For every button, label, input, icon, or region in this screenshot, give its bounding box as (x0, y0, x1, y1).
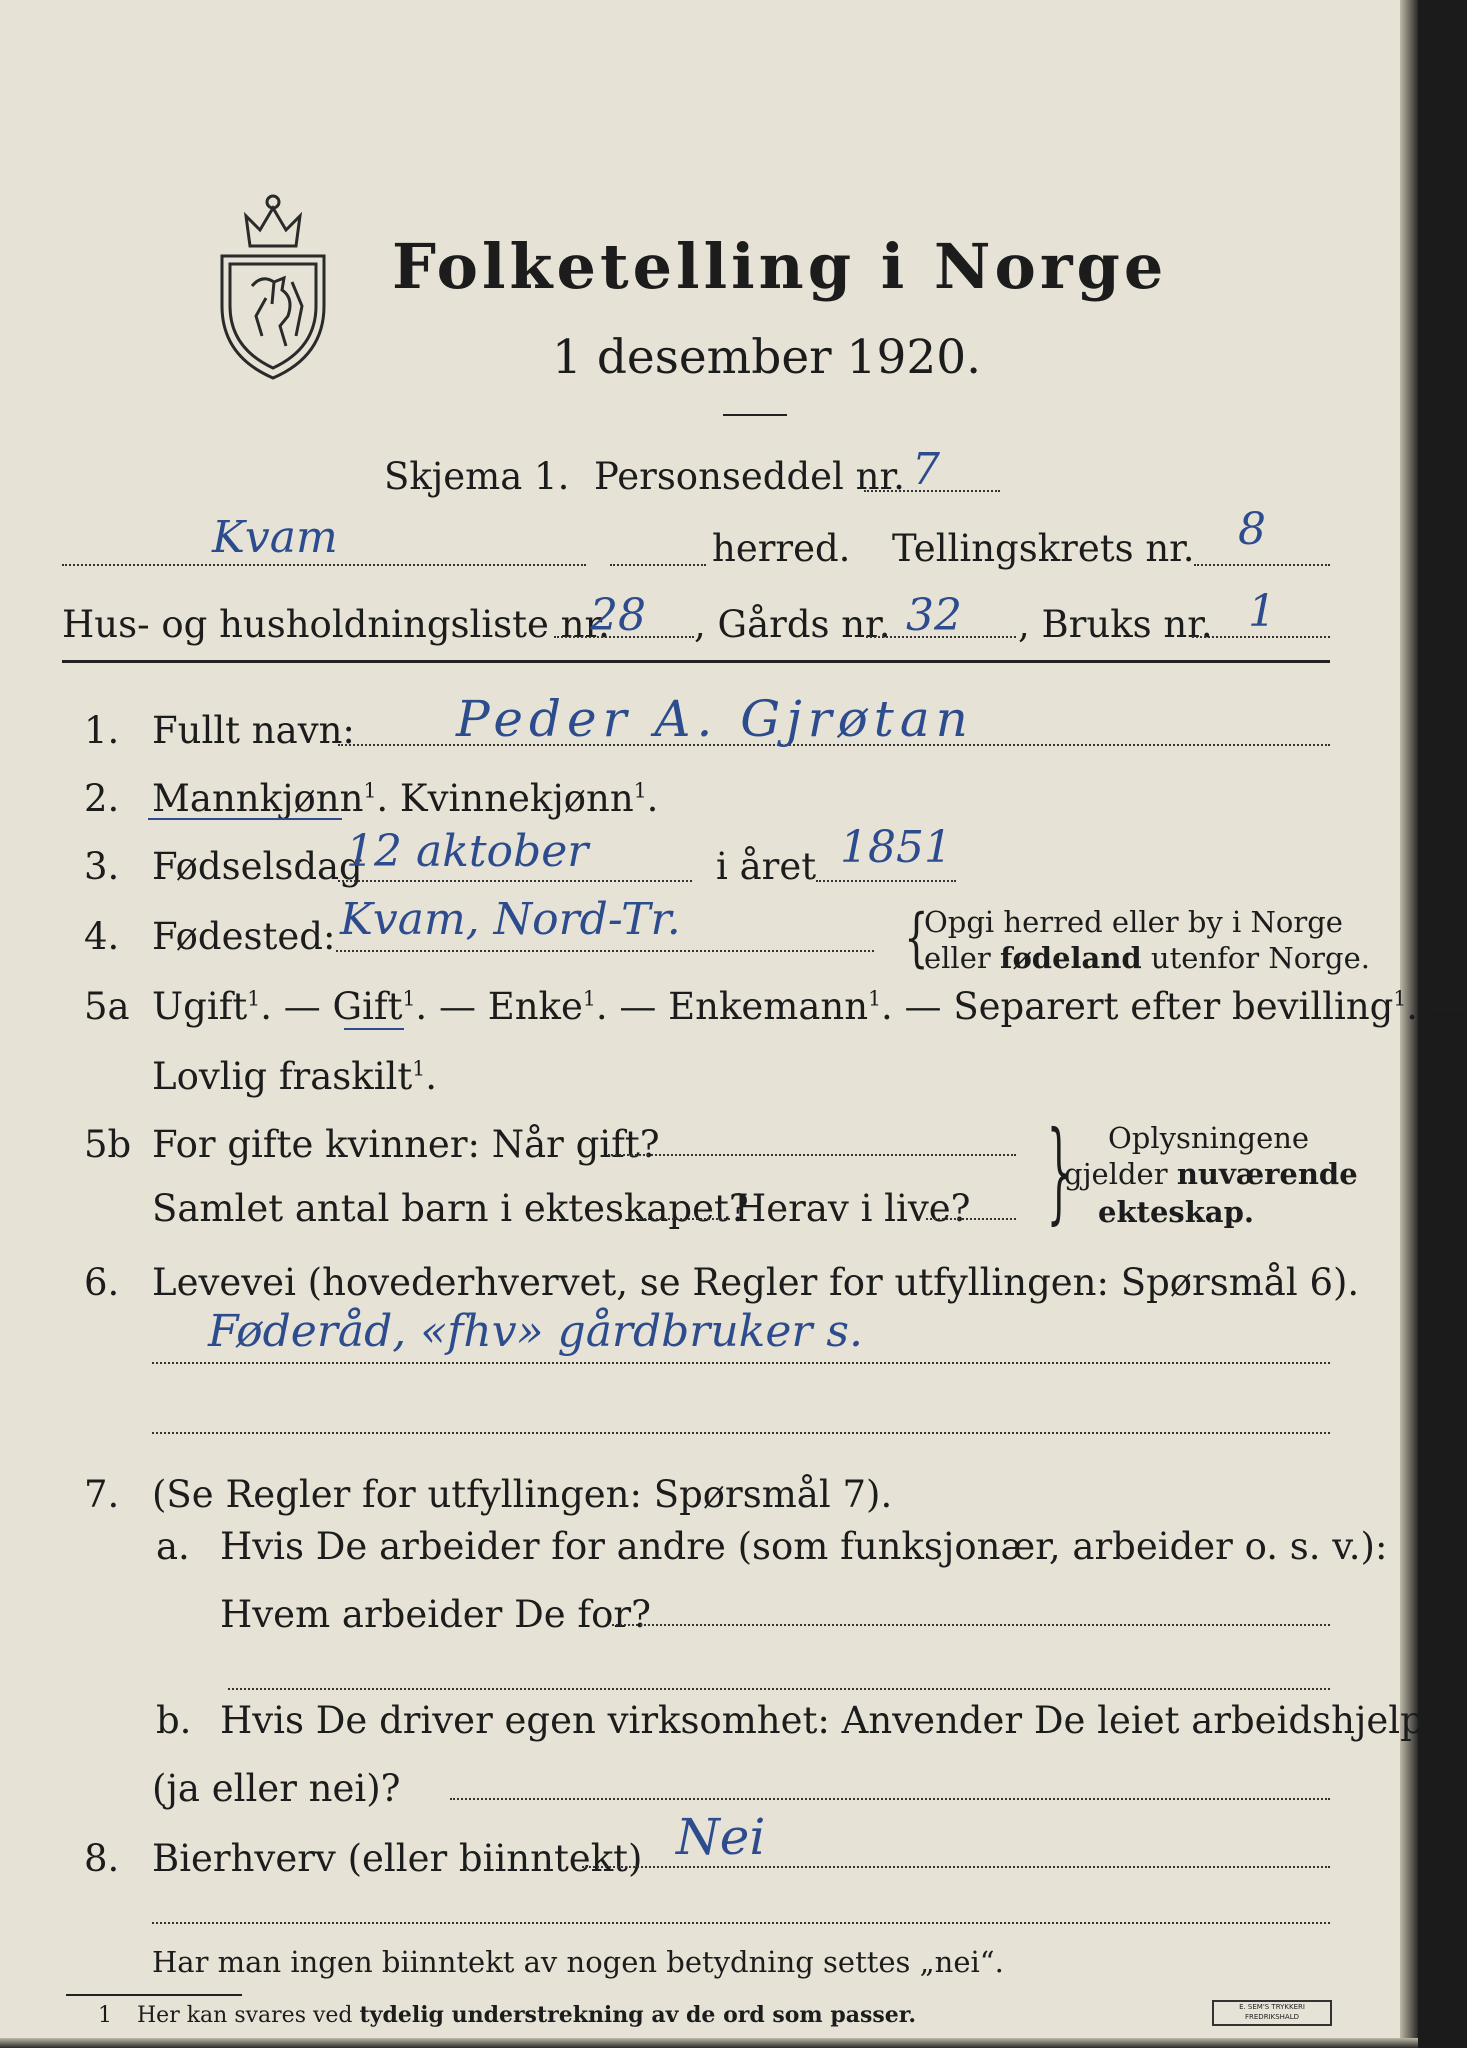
q7a-question: Hvem arbeider De for? (220, 1593, 651, 1636)
q1-number: 1. (84, 709, 120, 752)
q4-label: Fødested: (152, 915, 336, 958)
q5a-sep2: . — Enke (415, 985, 583, 1028)
q1-label: Fullt navn: (152, 709, 355, 752)
q5a-fn-3: 1 (582, 986, 596, 1011)
herred-line (62, 564, 586, 566)
q7-label: (Se Regler for utfyllingen: Spørsmål 7). (152, 1473, 893, 1516)
q5b-line1-dots (608, 1154, 1016, 1156)
q5a-number: 5a (84, 985, 130, 1028)
q5b-note1: Oplysningene (1108, 1121, 1310, 1155)
q5b-line2b: Herav i live? (734, 1187, 971, 1230)
gards-value: 32 (906, 590, 962, 641)
q3-number: 3. (84, 845, 120, 888)
q4-number: 4. (84, 915, 120, 958)
q5b-brace: } (1046, 1107, 1072, 1235)
footnote-pre: Her kan svares ved (137, 2003, 353, 2028)
q5a-sep3: . — Enkemann (595, 985, 869, 1028)
q5a-line2 (152, 1055, 437, 1098)
q5a-sep1: . — (260, 985, 321, 1028)
q8-label: Bierhverv (eller biinntekt) (152, 1837, 643, 1880)
q5a-gift-underline (344, 1028, 404, 1030)
q4-line (336, 950, 874, 952)
q5b-line2a-dots (636, 1218, 730, 1220)
footer-note: Har man ingen biinntekt av nogen betydning settes „nei“. (152, 1945, 1004, 1979)
q3-year-line (816, 880, 956, 882)
tellingskrets-value: 8 (1238, 504, 1266, 555)
q4-note-line2 (924, 941, 1370, 975)
q4-value: Kvam, Nord-Tr. (340, 894, 681, 945)
q1-value: Peder A. Gjrøtan (456, 690, 974, 748)
q2-male-footnote: 1 (363, 778, 377, 803)
q4-note-line1: Opgi herred eller by i Norge (924, 905, 1343, 939)
q5a-fn-5: 1 (1393, 986, 1407, 1011)
q2-female-option: Kvinnekjønn (399, 777, 634, 820)
q5a-fn-2: 1 (402, 986, 416, 1011)
q2-options (152, 777, 659, 820)
q7-number: 7. (84, 1473, 120, 1516)
page-title: Folketelling i Norge (392, 230, 1168, 303)
section-divider (62, 660, 1330, 663)
q5b-number: 5b (84, 1123, 132, 1166)
husliste-label: Hus- og husholdningsliste nr. (62, 603, 610, 646)
q6-value: Føderåd, «fhv» gårdbruker s. (208, 1306, 863, 1357)
q3-label: Fødselsdag (152, 845, 363, 888)
q3-value: 12 aktober (346, 826, 589, 877)
printer-stamp: E. SEM'S TRYKKERI FREDRIKSHALD (1212, 2000, 1332, 2026)
q6-line1 (152, 1362, 1330, 1364)
q7b-letter: b. (156, 1699, 192, 1742)
herred-value: Kvam (212, 512, 338, 563)
q5b-note2 (1064, 1157, 1358, 1191)
title-divider (723, 414, 787, 416)
skjema-label: Skjema 1. (384, 455, 570, 498)
q5b-note3: ekteskap. (1098, 1195, 1254, 1229)
q6-label: Levevei (hovederhvervet, se Regler for utfyllingen: Spørsmål 6). (152, 1261, 1360, 1304)
footnote-number: 1 (98, 2003, 112, 2028)
q4-note-bold: fødeland (999, 941, 1142, 975)
bruks-label: , Bruks nr. (1018, 603, 1213, 646)
q5a-gift: Gift (332, 985, 403, 1028)
gards-label: , Gårds nr. (694, 603, 891, 646)
personseddel-label: Personseddel nr. (594, 455, 905, 498)
tellingskrets-label: Tellingskrets nr. (892, 527, 1195, 570)
q4-brace: { (904, 901, 929, 975)
personseddel-value: 7 (912, 444, 940, 495)
q3-year-value: 1851 (840, 822, 952, 873)
q5a-ugift: Ugift (152, 985, 248, 1028)
q7a-line1 (612, 1624, 1330, 1626)
q3-line (338, 880, 692, 882)
husliste-value: 28 (590, 590, 646, 641)
q5a-fn-6: 1 (412, 1056, 426, 1081)
footnote (98, 2004, 916, 2027)
q7a-letter: a. (156, 1525, 190, 1568)
q2-separator: . (376, 777, 389, 820)
census-date: 1 desember 1920. (552, 330, 982, 385)
tellingskrets-line (1194, 564, 1330, 566)
q5a-fn-1: 1 (247, 986, 261, 1011)
q5a-sep4: . — Separert efter bevilling (881, 985, 1394, 1028)
q7b-text: Hvis De driver egen virksomhet: Anvender De leiet arbeidshjelp (220, 1699, 1424, 1742)
q3-year-label: i året (716, 845, 817, 888)
q2-male-underline (148, 818, 342, 820)
q2-female-footnote: 1 (633, 778, 647, 803)
q2-end: . (646, 777, 659, 820)
herred-label: herred. (712, 527, 851, 570)
coat-of-arms-icon (212, 186, 334, 382)
herred-line-2 (610, 564, 706, 566)
q5a-fn-4: 1 (868, 986, 882, 1011)
q5b-line1: For gifte kvinner: Når gift? (152, 1123, 660, 1166)
q5b-line2b-dots (926, 1218, 1016, 1220)
footnote-divider (66, 1994, 242, 1996)
page-edge-bottom (0, 2038, 1418, 2048)
q7a-line2 (228, 1688, 1330, 1690)
q5b-note2-pre: gjelder (1064, 1157, 1168, 1191)
bruks-value: 1 (1248, 586, 1276, 637)
q5a-sep5: . — (1406, 985, 1467, 1028)
q7b-line (450, 1798, 1330, 1800)
q4-note-pre: eller (924, 941, 991, 975)
footnote-bold: tydelig understrekning av de ord som passer. (359, 2002, 917, 2028)
q2-number: 2. (84, 777, 120, 820)
q4-note-post: utenfor Norge. (1150, 941, 1370, 975)
q7b-question: (ja eller nei)? (152, 1767, 401, 1810)
q5a-options (152, 985, 1467, 1028)
q5b-note2-bold: nuværende (1176, 1157, 1358, 1191)
q8-line2 (152, 1922, 1330, 1924)
q6-number: 6. (84, 1261, 120, 1304)
q6-line2 (152, 1432, 1330, 1434)
q5b-line2a: Samlet antal barn i ekteskapet? (152, 1187, 749, 1230)
q2-male-option: Mannkjønn (152, 777, 364, 820)
q5a-line2-end: . (425, 1055, 437, 1098)
q5a-fraskilt: Lovlig fraskilt (152, 1055, 413, 1098)
q8-value: Nei (676, 1808, 766, 1866)
q8-line1 (582, 1866, 1330, 1868)
q8-number: 8. (84, 1837, 120, 1880)
q7a-text: Hvis De arbeider for andre (som funksjonær, arbeider o. s. v.): (220, 1525, 1388, 1568)
